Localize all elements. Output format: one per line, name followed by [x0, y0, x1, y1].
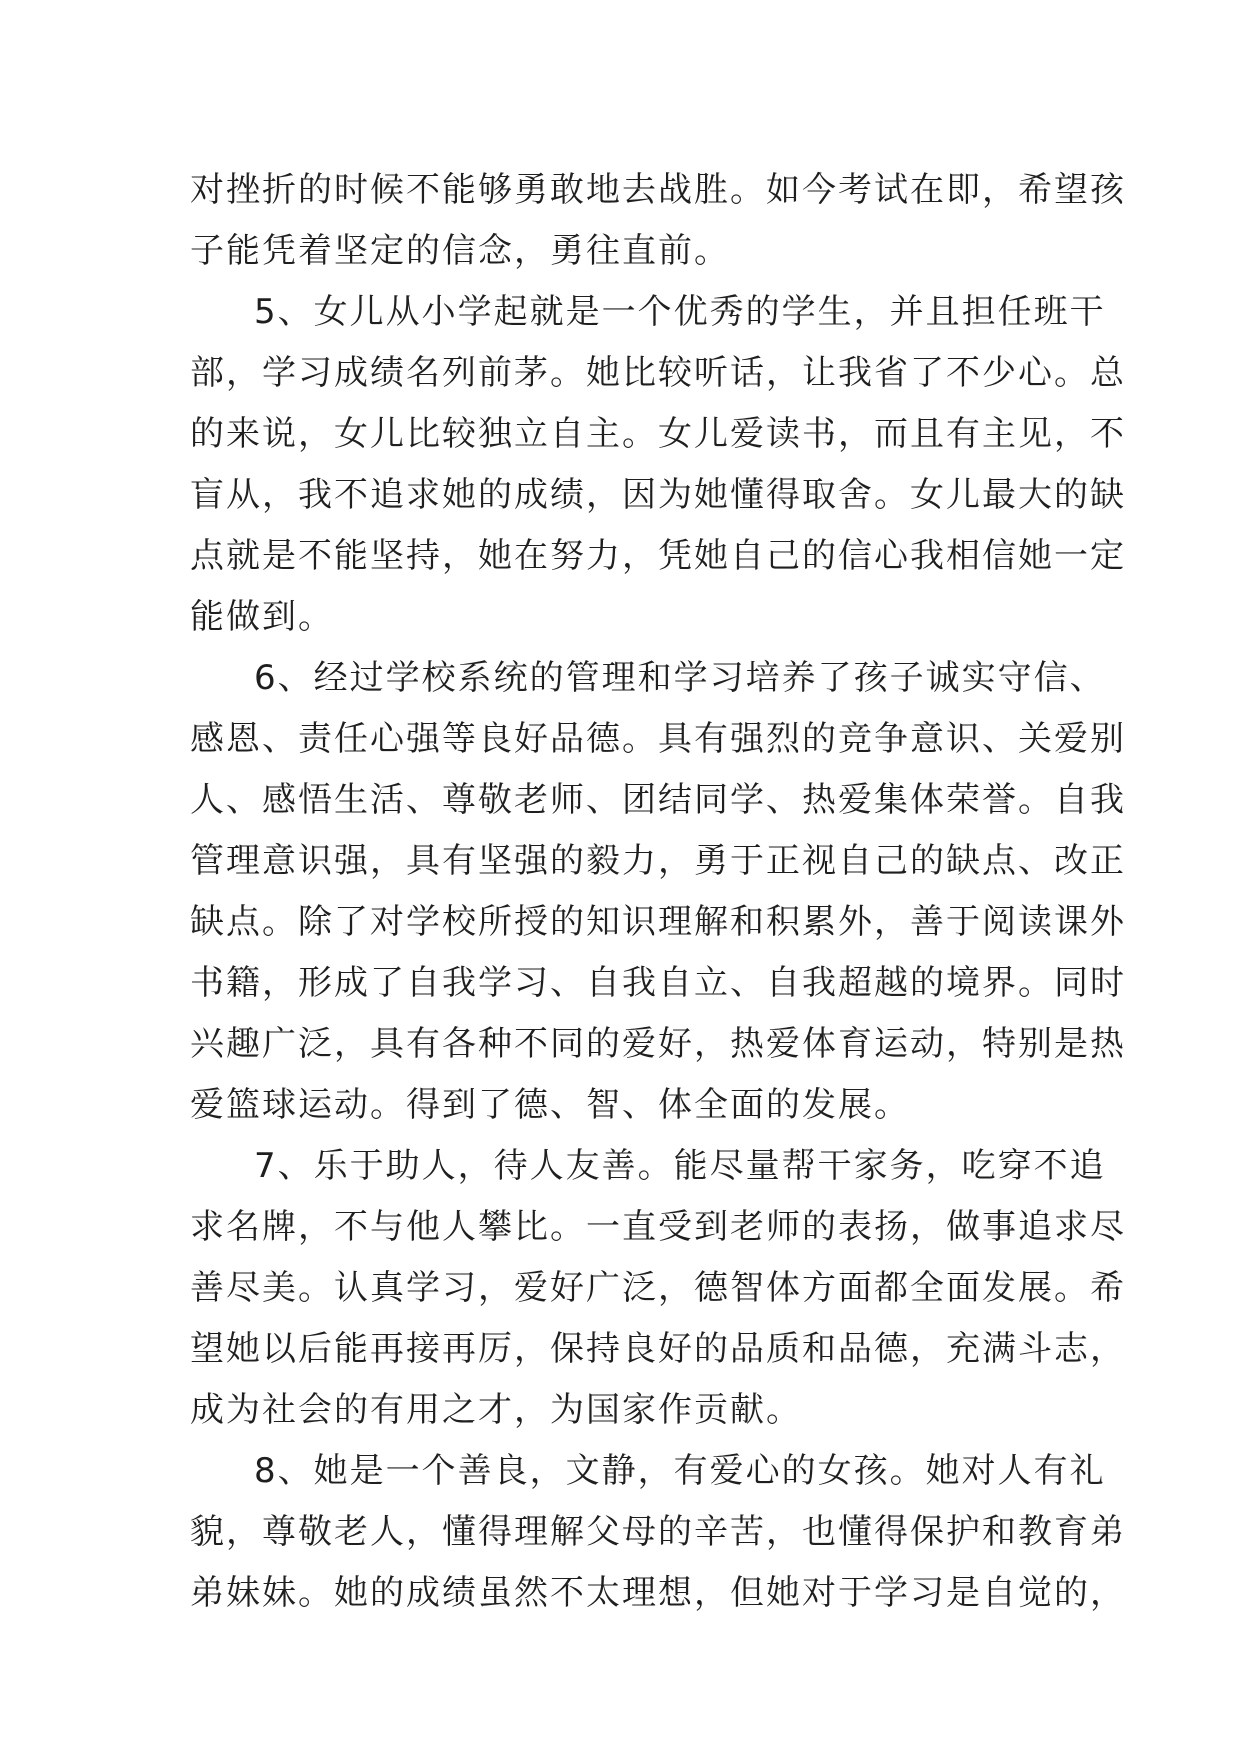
text-line: 5、女儿从小学起就是一个优秀的学生，并且担任班干 — [254, 292, 1106, 332]
text-line: 弟妹妹。她的成绩虽然不太理想，但她对于学习是自觉的， — [190, 1573, 1126, 1613]
text-line: 善尽美。认真学习，爱好广泛，德智体方面都全面发展。希 — [190, 1268, 1126, 1308]
text-line: 的来说，女儿比较独立自主。女儿爱读书，而且有主见，不 — [190, 414, 1126, 454]
text-line: 貌，尊敬老人，懂得理解父母的辛苦，也懂得保护和教育弟 — [190, 1512, 1126, 1552]
text-line: 对挫折的时候不能够勇敢地去战胜。如今考试在即，希望孩 — [190, 170, 1126, 210]
text-line: 管理意识强，具有坚强的毅力，勇于正视自己的缺点、改正 — [190, 841, 1126, 881]
text-line: 盲从，我不追求她的成绩，因为她懂得取舍。女儿最大的缺 — [190, 475, 1126, 515]
text-line: 爱篮球运动。得到了德、智、体全面的发展。 — [190, 1085, 910, 1125]
text-line: 子能凭着坚定的信念，勇往直前。 — [190, 231, 730, 271]
text-line: 成为社会的有用之才，为国家作贡献。 — [190, 1390, 802, 1430]
text-line: 点就是不能坚持，她在努力，凭她自己的信心我相信她一定 — [190, 536, 1126, 576]
text-line: 书籍，形成了自我学习、自我自立、自我超越的境界。同时 — [190, 963, 1126, 1003]
document-body — [190, 160, 1126, 1624]
text-line: 求名牌，不与他人攀比。一直受到老师的表扬，做事追求尽 — [190, 1207, 1126, 1247]
text-line: 望她以后能再接再厉，保持良好的品质和品德，充满斗志， — [190, 1329, 1126, 1369]
text-line: 6、经过学校系统的管理和学习培养了孩子诚实守信、 — [254, 658, 1106, 698]
text-line: 能做到。 — [190, 597, 334, 637]
text-line: 感恩、责任心强等良好品德。具有强烈的竞争意识、关爱别 — [190, 719, 1126, 759]
text-line: 部，学习成绩名列前茅。她比较听话，让我省了不少心。总 — [190, 353, 1126, 393]
text-line: 缺点。除了对学校所授的知识理解和积累外，善于阅读课外 — [190, 902, 1126, 942]
text-line: 7、乐于助人，待人友善。能尽量帮干家务，吃穿不追 — [254, 1146, 1106, 1186]
text-line: 8、她是一个善良，文静，有爱心的女孩。她对人有礼 — [254, 1451, 1106, 1491]
text-line: 兴趣广泛，具有各种不同的爱好，热爱体育运动，特别是热 — [190, 1024, 1126, 1064]
text-line: 人、感悟生活、尊敬老师、团结同学、热爱集体荣誉。自我 — [190, 780, 1126, 820]
